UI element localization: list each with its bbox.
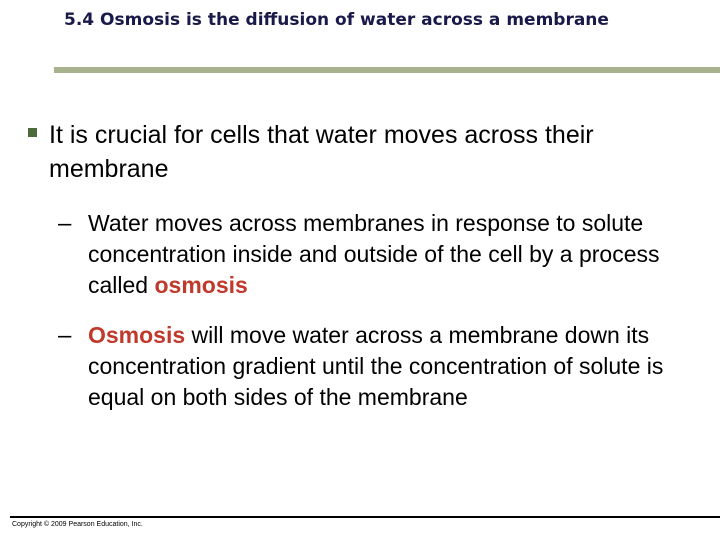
- dash-bullet-icon: –: [58, 322, 72, 349]
- sub-bullet-2-text-after: will move water across a membrane down its concentration gradient until the concentration of solute is equal on both sides of the membrane: [88, 322, 664, 410]
- slide-title: 5.4 Osmosis is the diffusion of water across a membrane: [64, 10, 609, 30]
- footer-divider: [10, 516, 720, 518]
- sub-bullet-1: [58, 208, 688, 301]
- sub-bullet-1-text: [88, 208, 688, 301]
- sub-bullet-2: [58, 320, 688, 413]
- main-bullet: [28, 118, 698, 186]
- square-bullet-icon: [28, 128, 37, 137]
- sub-bullet-1-text-before: Water moves across membranes in response to solute concentration inside and outside of the cell by a process called: [88, 210, 660, 298]
- title-underline-bar: [54, 67, 720, 73]
- sub-bullet-2-text: [88, 320, 688, 413]
- copyright-notice: Copyright © 2009 Pearson Education, Inc.: [12, 521, 143, 528]
- highlighted-term-osmosis-capitalized: Osmosis: [88, 322, 186, 348]
- dash-bullet-icon: –: [58, 210, 72, 237]
- main-bullet-text: It is crucial for cells that water moves across their membrane: [49, 121, 594, 183]
- highlighted-term-osmosis: osmosis: [154, 272, 248, 298]
